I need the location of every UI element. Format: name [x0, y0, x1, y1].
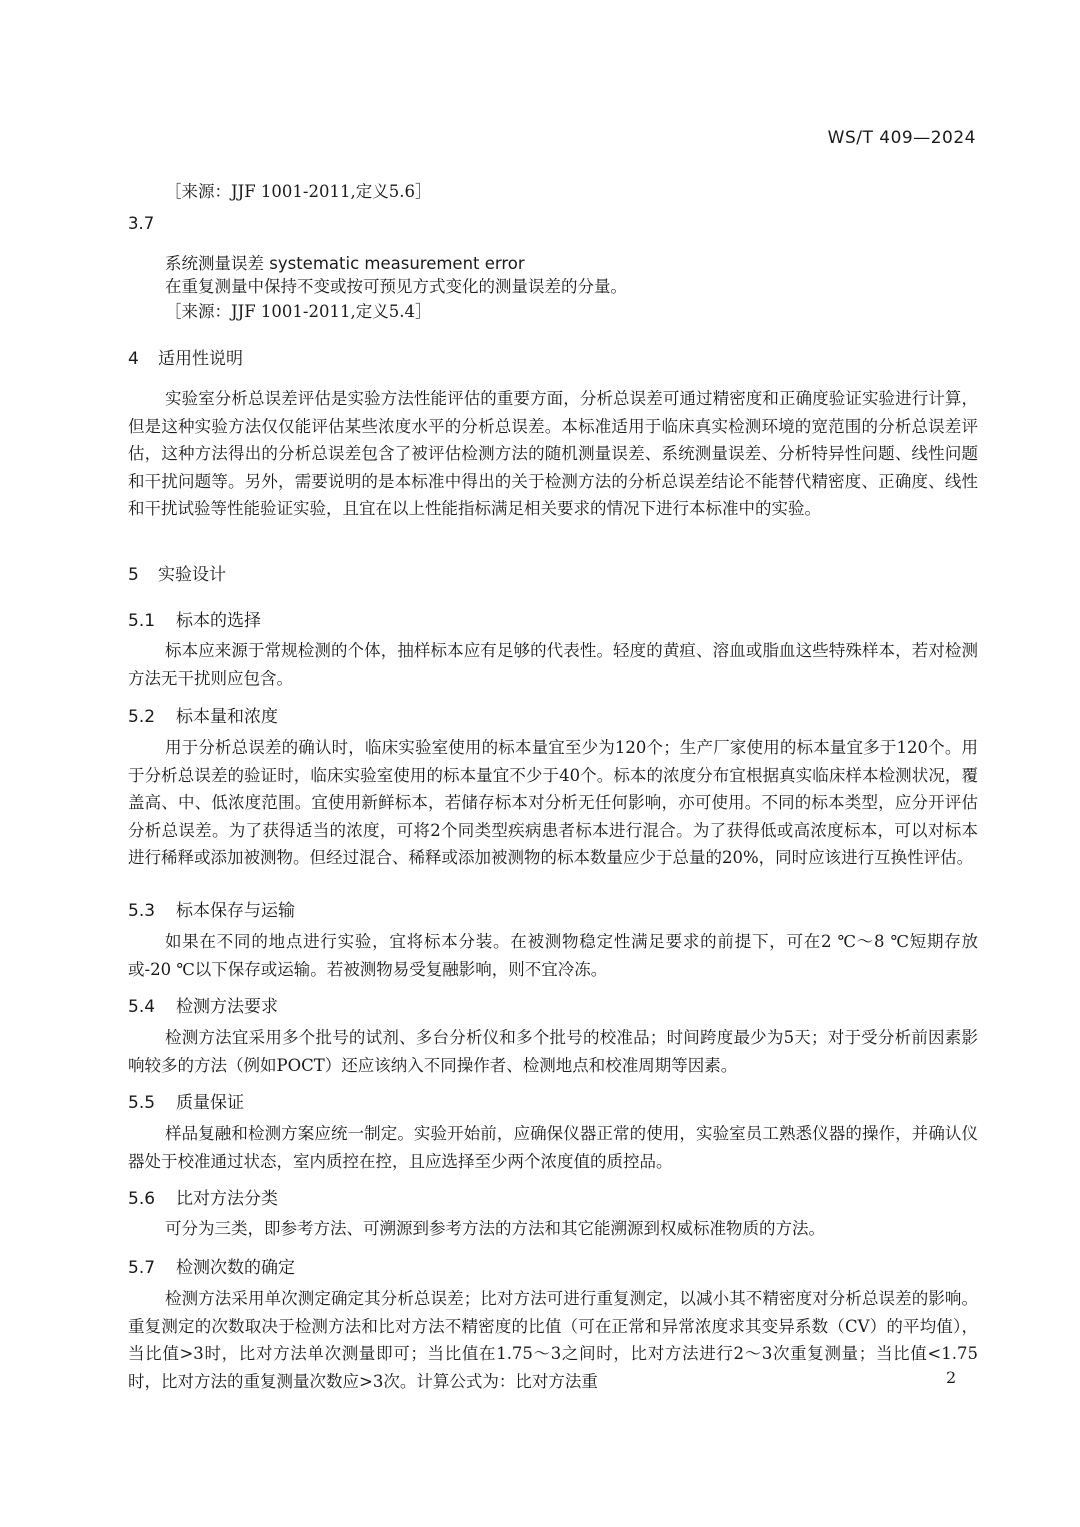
- section-5-4-paragraph: 检测方法宜采用多个批号的试剂、多台分析仪和多个批号的校准品；时间跨度最少为5天；对于受分析前因素影响较多的方法（例如POCT）还应该纳入不同操作者、检测地点和校准周期等因素。: [128, 1028, 978, 1075]
- subsection-number: 5.5: [128, 1093, 156, 1113]
- term-title-en: systematic measurement error: [269, 254, 525, 273]
- subsection-heading-5-7: [128, 1253, 295, 1278]
- subsection-heading-5-5: [128, 1088, 244, 1113]
- subsection-number: 5.6: [128, 1189, 156, 1209]
- term-title-zh: 系统测量误差: [165, 254, 264, 273]
- section-number: 4: [128, 349, 139, 369]
- subsection-heading-5-2: [128, 702, 278, 727]
- section-heading-5: [128, 560, 226, 585]
- subsection-heading-5-6: [128, 1184, 278, 1209]
- subsection-number: 5.1: [128, 611, 156, 631]
- subsection-heading-5-1: [128, 606, 261, 631]
- term-definition-3-7: 在重复测量中保持不变或按可预见方式变化的测量误差的分量。: [165, 277, 627, 296]
- subsection-heading-5-3: [128, 896, 295, 921]
- section-title: 适用性说明: [158, 349, 243, 369]
- section-5-3-paragraph: 如果在不同的地点进行实验，宜将标本分装。在被测物稳定性满足要求的前提下，可在2 ℃～8 ℃短期存放或-20 ℃以下保存或运输。若被测物易受复融影响，则不宜冷冻。: [128, 932, 978, 979]
- section-5-6-paragraph: 可分为三类，即参考方法、可溯源到参考方法的方法和其它能溯源到权威标准物质的方法。: [165, 1219, 825, 1238]
- page-number: 2: [946, 1368, 957, 1387]
- subsection-title: 标本保存与运输: [176, 901, 295, 921]
- subsection-number: 5.7: [128, 1258, 156, 1278]
- term-number-3-7: 3.7: [128, 214, 155, 233]
- subsection-title: 标本量和浓度: [176, 707, 278, 727]
- section-5-1-paragraph: 标本应来源于常规检测的个体，抽样标本应有足够的代表性。轻度的黄疸、溶血或脂血这些特殊样本，若对检测方法无干扰则应包含。: [128, 641, 978, 688]
- document-code-header: WS/T 409—2024: [827, 128, 976, 148]
- section-heading-4: [128, 344, 243, 369]
- section-5-2-paragraph: 用于分析总误差的确认时，临床实验室使用的标本量宜至少为120个；生产厂家使用的标本量宜多于120个。用于分析总误差的验证时，临床实验室使用的标本量宜不少于40个。标本的浓度分布宜根据真实临床样本检测状况，覆盖高、中、低浓度范围。宜使用新鲜标本，若储存标本对分析无任何影响，亦可使用。不同的标本类型，应分开评估分析总误差。为了获得适当的浓度，可将2个同类型疾病患者标本进行混合。为了获得低或高浓度标本，可以对标本进行稀释或添加被测物。但经过混合、稀释或添加被测物的标本数量应少于总量的20%，同时应该进行互换性评估。: [128, 738, 978, 867]
- source-note-3-7: ［来源：JJF 1001-2011,定义5.4］: [165, 302, 432, 321]
- subsection-title: 标本的选择: [176, 611, 261, 631]
- section-5-7-paragraph: 检测方法采用单次测定确定其分析总误差；比对方法可进行重复测定，以减小其不精密度对分析总误差的影响。重复测定的次数取决于检测方法和比对方法不精密度的比值（可在正常和异常浓度求其变异系数（CV）的平均值），当比值>3时，比对方法单次测量即可；当比值在1.75～3之间时，比对方法进行2～3次重复测量；当比值<1.75时，比对方法的重复测量次数应>3次。计算公式为：比对方法重: [128, 1289, 978, 1391]
- section-4-paragraph: 实验室分析总误差评估是实验方法性能评估的重要方面，分析总误差可通过精密度和正确度验证实验进行计算，但是这种实验方法仅仅能评估某些浓度水平的分析总误差。本标准适用于临床真实检测环境的宽范围的分析总误差评估，这种方法得出的分析总误差包含了被评估检测方法的随机测量误差、系统测量误差、分析特异性问题、线性问题和干扰问题等。另外，需要说明的是本标准中得出的关于检测方法的分析总误差结论不能替代精密度、正确度、线性和干扰试验等性能验证实验，且宜在以上性能指标满足相关要求的情况下进行本标准中的实验。: [128, 389, 978, 518]
- subsection-number: 5.3: [128, 901, 156, 921]
- subsection-title: 检测次数的确定: [176, 1258, 295, 1278]
- subsection-number: 5.2: [128, 707, 156, 727]
- subsection-number: 5.4: [128, 997, 156, 1017]
- section-number: 5: [128, 565, 139, 585]
- source-note-3-6: ［来源：JJF 1001-2011,定义5.6］: [165, 182, 432, 201]
- subsection-title: 质量保证: [176, 1093, 244, 1113]
- subsection-title: 比对方法分类: [176, 1189, 278, 1209]
- term-title-3-7: [165, 250, 525, 274]
- subsection-heading-5-4: [128, 992, 278, 1017]
- section-5-5-paragraph: 样品复融和检测方案应统一制定。实验开始前，应确保仪器正常的使用，实验室员工熟悉仪器的操作，并确认仪器处于校准通过状态，室内质控在控，且应选择至少两个浓度值的质控品。: [128, 1124, 978, 1171]
- subsection-title: 检测方法要求: [176, 997, 278, 1017]
- section-title: 实验设计: [158, 565, 226, 585]
